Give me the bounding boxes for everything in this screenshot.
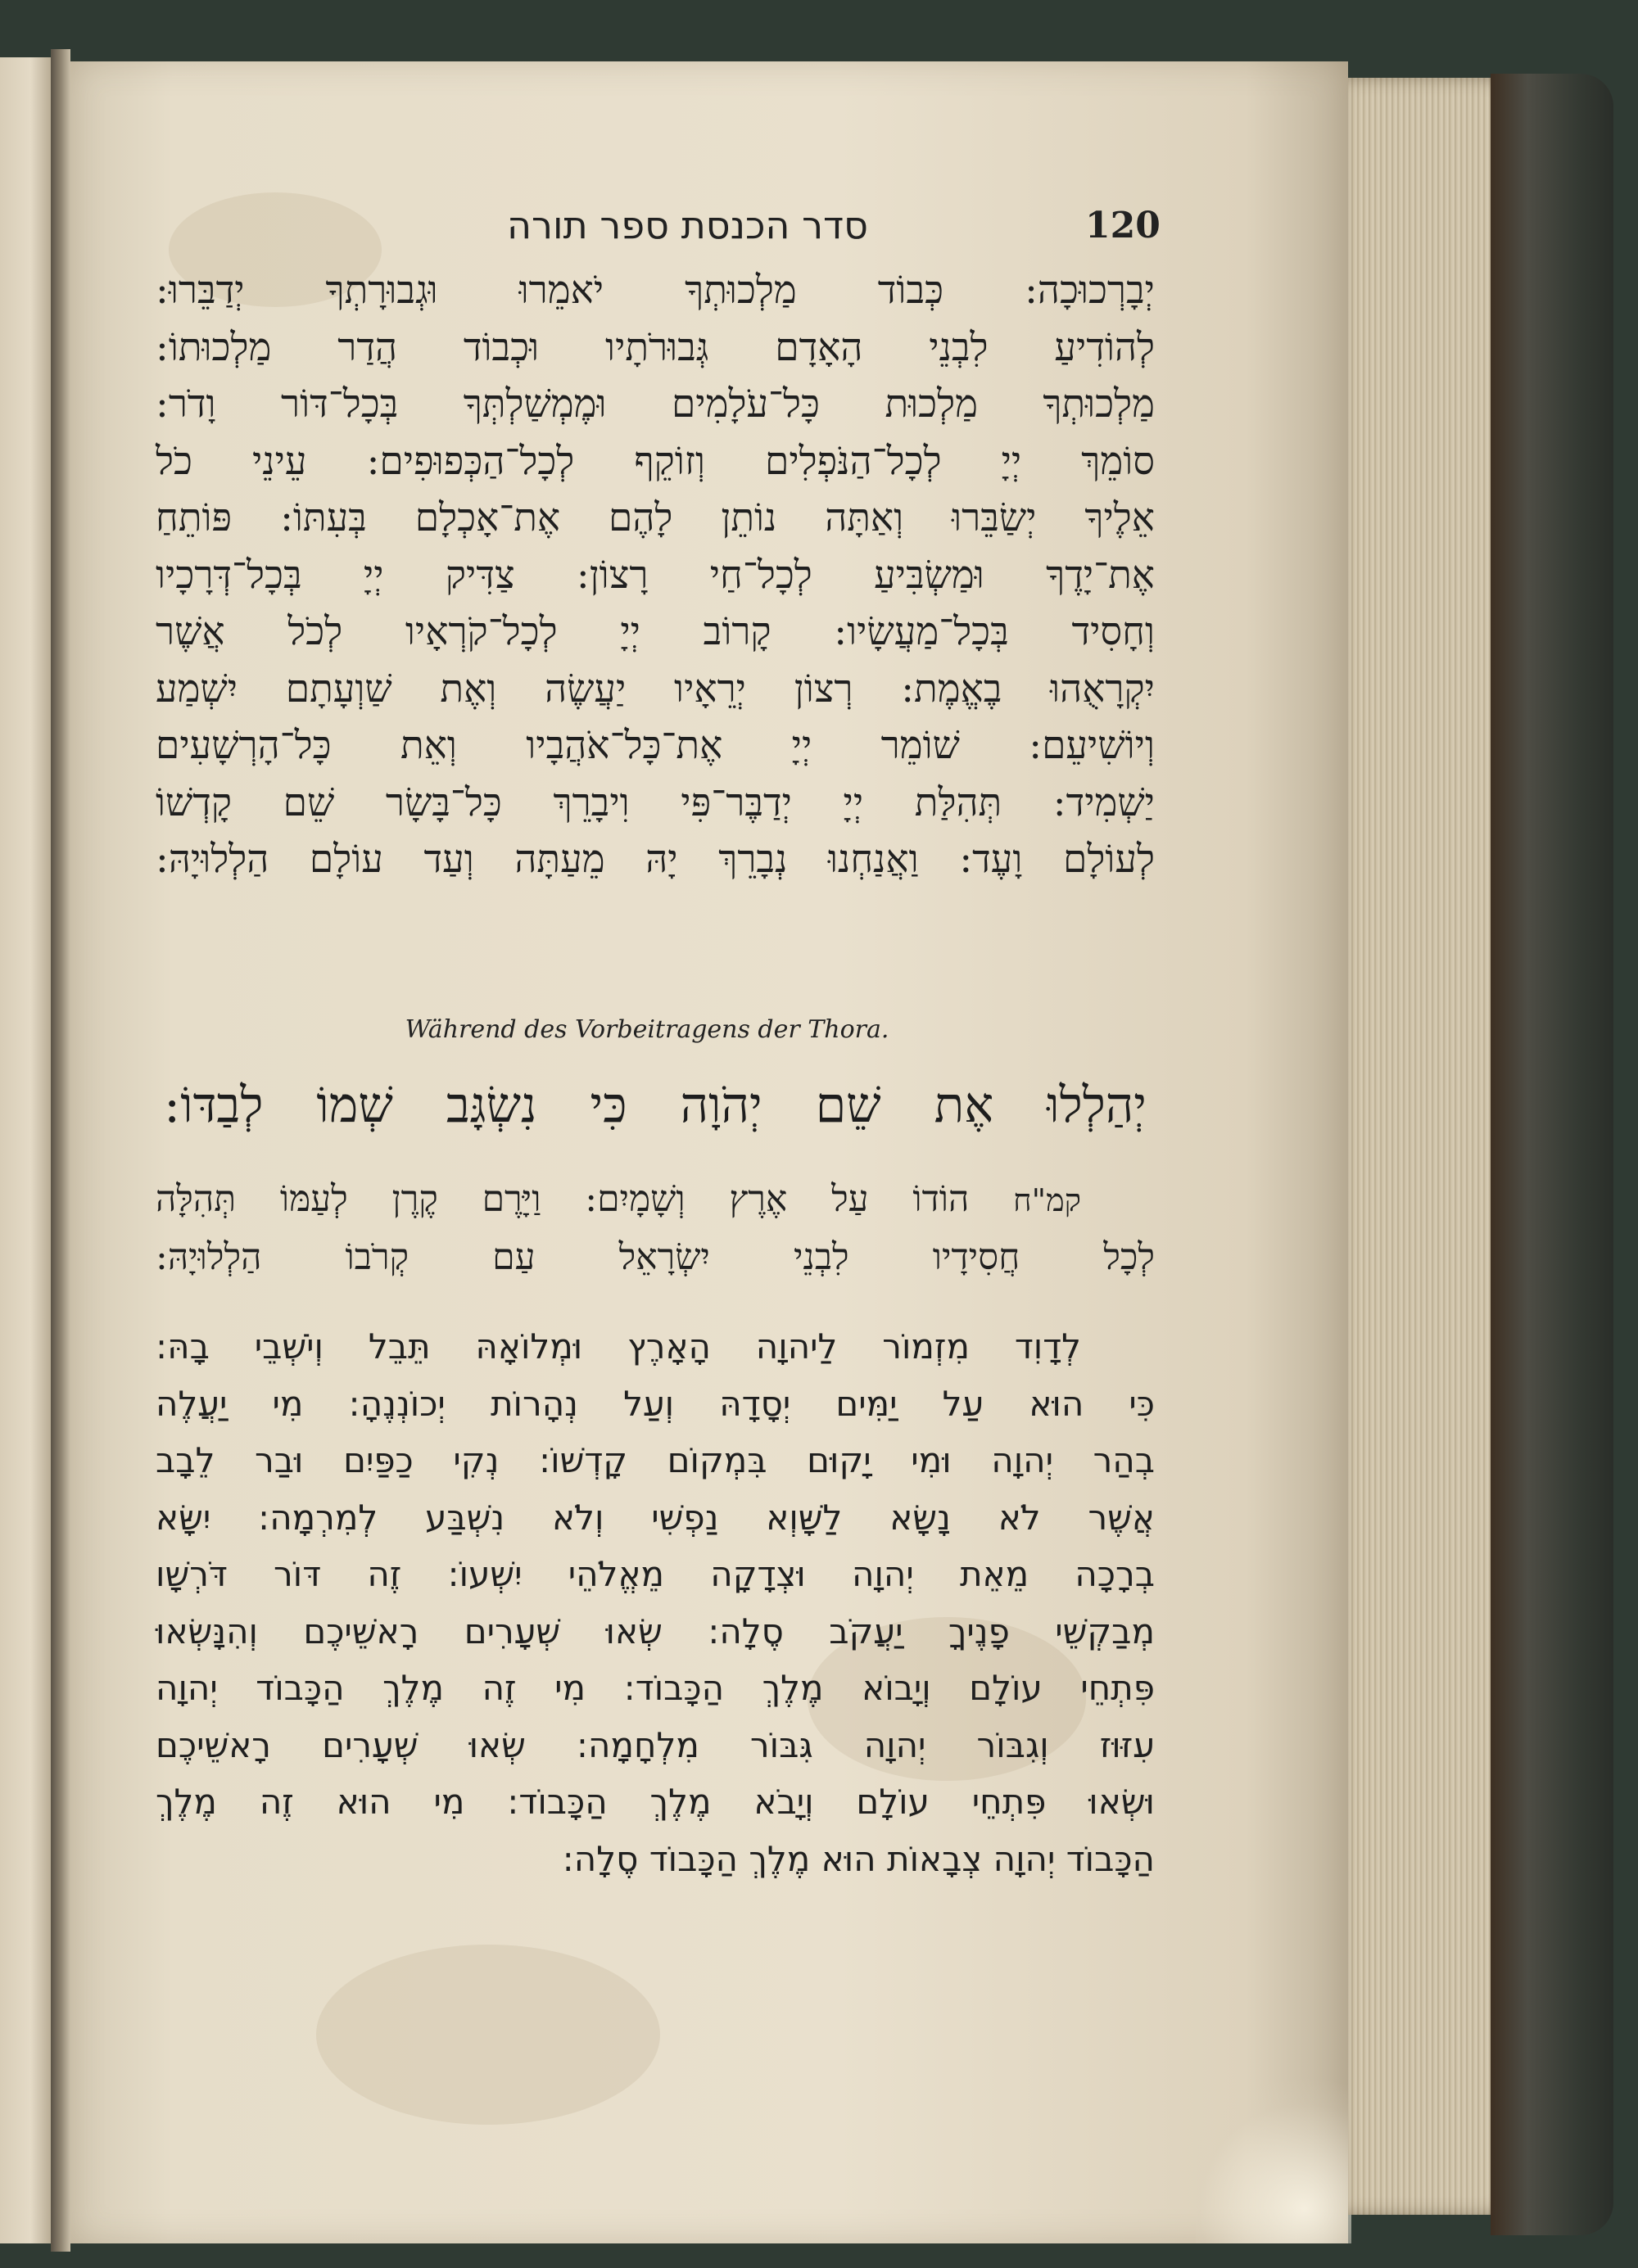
text-line: אֲשֶׁר לֹא נָשָׂא לַשָּׁוְא נַפְשִׁי וְלֹא נִשְׁבַּע לְמִרְמָה: יִשָּׂא [156,1497,1155,1538]
verse-reference: קמ"ח [1013,1182,1081,1218]
facing-page-edge [0,57,52,2243]
psalm-145-passage [156,262,1155,888]
text-line: וּשְׂאוּ פִּתְחֵי עוֹלָם וְיָבֹא מֶלֶךְ הַכָּבוֹד: מִי הוּא זֶה מֶלֶךְ [156,1782,1155,1822]
book-gutter [51,49,70,2252]
text-line: יַשְׁמִיד: תְּהִלַּת יְיָ יְדַבֶּר־פִּי וִיבָרֵךְ כָּל־בָּשָׂר שֵׁם קָדְשׁוֹ [156,779,1155,825]
text-line: סוֹמֵךְ יְיָ לְכָל־הַנֹּפְלִים וְזוֹקֵף לְכָל־הַכְּפוּפִים: עֵינֵי כֹל [156,438,1155,484]
psalm-24-passage [156,1318,1155,1887]
running-head: סדר הכנסת ספר תורה [507,203,868,247]
book-cover [1491,74,1613,2235]
text-line: וְיוֹשִׁיעֵם: שׁוֹמֵר יְיָ אֶת־כָּל־אֹהֲבָיו וְאֵת כָּל־הָרְשָׁעִים [156,723,1155,768]
text-line: כִּי הוּא עַל יַמִּים יְסָדָהּ וְעַל נְהָרוֹת יְכוֹנְנֶהָ: מִי יַעֲלֶה [156,1383,1155,1424]
text-line: עִזּוּז וְגִבּוֹר יְהוָה גִּבּוֹר מִלְחָמָה: שְׂאוּ שְׁעָרִים רָאשֵׁיכֶם [156,1724,1155,1765]
text-line: וְחָסִיד בְּכָל־מַעֲשָׂיו: קָרוֹב יְיָ לְכָל־קֹרְאָיו לְכֹל אֲשֶׁר [156,609,1155,654]
page-corner-wear [1196,2071,1351,2243]
text-line: אֵלֶיךָ יְשַׂבֵּרוּ וְאַתָּה נוֹתֵן לָהֶם אֶת־אָכְלָם בְּעִתּוֹ: פּוֹתֵחַ [156,495,1155,540]
text-line: יְבָרְכוּכָה: כְּבוֹד מַלְכוּתְךָ יֹאמֵרוּ וּגְבוּרָתְךָ יְדַבֵּרוּ: [156,268,1155,313]
text-line: בְרָכָה מֵאֵת יְהוָה וּצְדָקָה מֵאֱלֹהֵי יִשְׁעוֹ: זֶה דּוֹר דֹּרְשָׁו [156,1554,1155,1594]
text-line: מְבַקְשֵׁי פָנֶיךָ יַעֲקֹב סֶלָה: שְׂאוּ שְׁעָרִים רָאשֵׁיכֶם וְהִנָּשְׂאוּ [156,1611,1155,1651]
text-line-body: הוֹדוֹ עַל אֶרֶץ וְשָׁמָיִם: וַיָּרֶם קֶרֶן לְעַמּוֹ תְּהִלָּה [156,1178,970,1220]
text-line: מַלְכוּתְךָ מַלְכוּת כָּל־עֹלָמִים וּמֶמְשַׁלְתְּךָ בְּכָל־דּוֹר וָדֹר: [156,382,1155,427]
page-number: 120 [1085,205,1161,246]
text-line: לְעוֹלָם וָעֶד: וַאֲנַחְנוּ נְבָרֵךְ יָהּ מֵעַתָּה וְעַד עוֹלָם הַלְלוּיָהּ: [156,837,1155,882]
text-line: יִקְרָאֻהוּ בֶאֱמֶת: רְצוֹן יְרֵאָיו יַעֲשֶׂה וְאֶת שַׁוְעָתָם יִשְׁמַע [156,666,1155,712]
text-line [156,1171,1155,1229]
text-line: אֶת־יָדֶךָ וּמַשְׂבִּיעַ לְכָל־חַי רָצוֹן: צַדִּיק יְיָ בְּכָל־דְּרָכָיו [156,552,1155,598]
text-line: לְהוֹדִיעַ לִבְנֵי הָאָדָם גְּבוּרֹתָיו וּכְבוֹד הֲדַר מַלְכוּתוֹ: [156,324,1155,370]
text-line: פִּתְחֵי עוֹלָם וְיָבוֹא מֶלֶךְ הַכָּבוֹד: מִי זֶה מֶלֶךְ הַכָּבוֹד יְהוָה [156,1668,1155,1708]
text-line: בְהַר יְהוָה וּמִי יָקוּם בִּמְקוֹם קָדְשׁוֹ: נְקִי כַפַּיִם וּבַר לֵבָב [156,1440,1155,1480]
text-line: לְדָוִד מִזְמוֹר לַיהוָה הָאָרֶץ וּמְלוֹאָהּ תֵּבֵל וְיֹשְׁבֵי בָהּ: [156,1326,1081,1367]
response-verse [156,1171,1155,1286]
text-line: הַכָּבוֹד יְהוָה צְבָאוֹת הוּא מֶלֶךְ הַכָּבוֹד סֶלָה: [562,1838,1155,1879]
paper-stain [316,1945,660,2125]
large-verse: יְהַלְלוּ אֶת שֵׁם יְהֹוָה כִּי נִשְׂגָּב שְׁמוֹ לְבַדּוֹ: [164,1077,1147,1134]
section-caption: Während des Vorbeitragens der Thora. [405,1015,889,1044]
text-line: לְכָל חֲסִידָיו לִבְנֵי יִשְׂרָאֵל עַם קְרֹבוֹ הַלְלוּיָהּ: [156,1236,1155,1278]
